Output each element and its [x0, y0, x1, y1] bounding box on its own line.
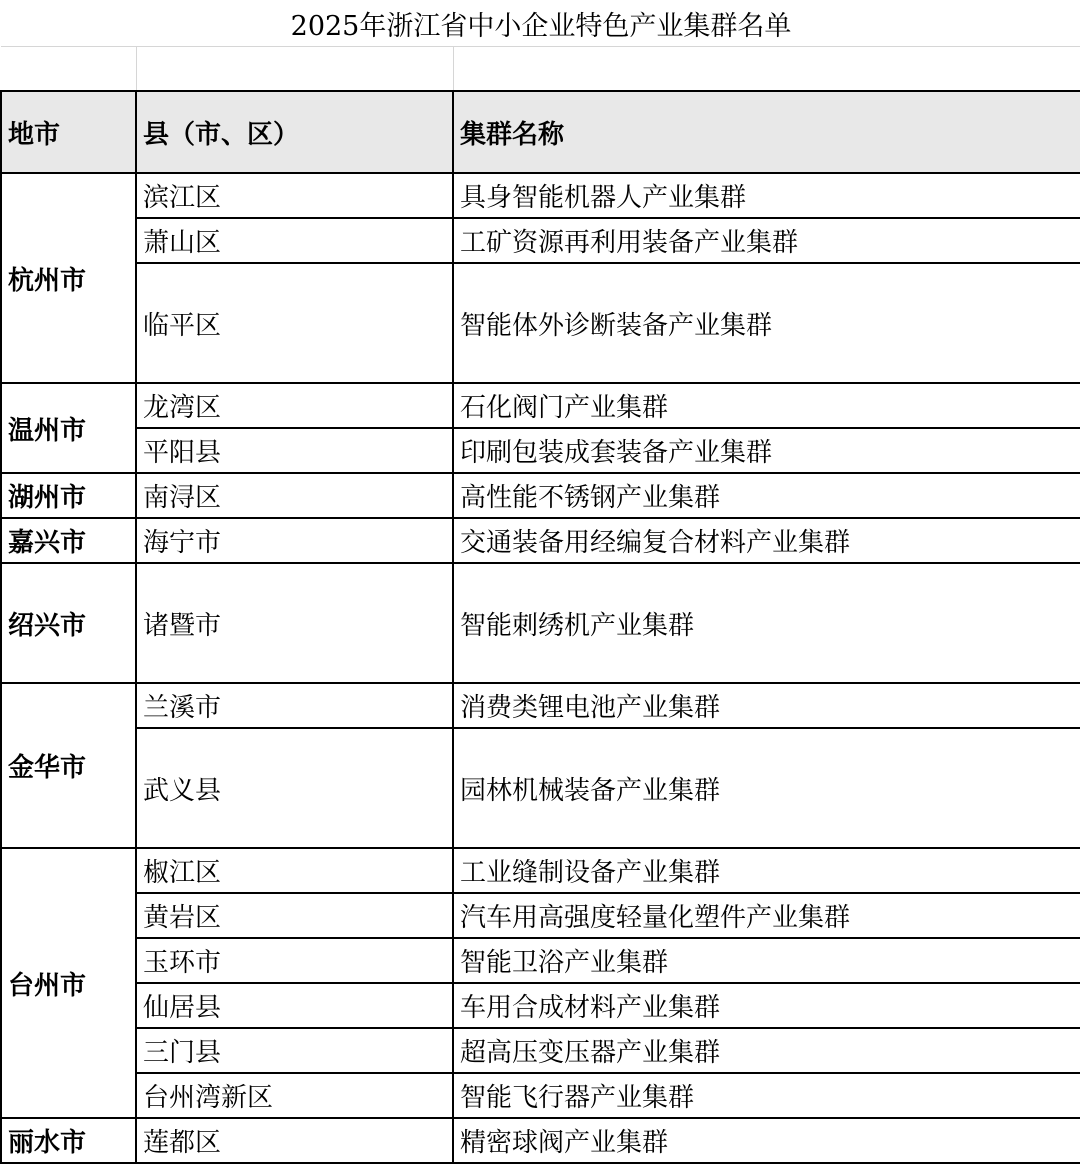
header-cluster[interactable]: 集群名称	[453, 91, 1080, 173]
header-city[interactable]: 地市	[1, 91, 136, 173]
table-row	[1, 563, 1080, 683]
cluster-cell[interactable]: 石化阀门产业集群	[453, 383, 1080, 428]
blank-cell[interactable]	[136, 47, 453, 92]
cluster-cell[interactable]: 具身智能机器人产业集群	[453, 173, 1080, 218]
county-cell[interactable]: 三门县	[136, 1028, 453, 1073]
county-cell[interactable]: 椒江区	[136, 848, 453, 893]
city-cell[interactable]: 嘉兴市	[1, 518, 136, 563]
city-cell[interactable]: 台州市	[1, 848, 136, 1118]
table-row	[1, 473, 1080, 518]
city-cell[interactable]: 温州市	[1, 383, 136, 473]
table-row	[1, 1028, 1080, 1073]
county-cell[interactable]: 武义县	[136, 728, 453, 848]
cluster-cell[interactable]: 车用合成材料产业集群	[453, 983, 1080, 1028]
table-row	[1, 263, 1080, 383]
county-cell[interactable]: 龙湾区	[136, 383, 453, 428]
city-cell[interactable]: 金华市	[1, 683, 136, 848]
cluster-cell[interactable]: 汽车用高强度轻量化塑件产业集群	[453, 893, 1080, 938]
blank-row	[1, 47, 1080, 92]
cluster-cell[interactable]: 智能飞行器产业集群	[453, 1073, 1080, 1118]
cluster-cell[interactable]: 智能刺绣机产业集群	[453, 563, 1080, 683]
county-cell[interactable]: 兰溪市	[136, 683, 453, 728]
cluster-cell[interactable]: 工业缝制设备产业集群	[453, 848, 1080, 893]
header-row	[1, 91, 1080, 173]
table-row	[1, 218, 1080, 263]
cluster-cell[interactable]: 交通装备用经编复合材料产业集群	[453, 518, 1080, 563]
county-cell[interactable]: 滨江区	[136, 173, 453, 218]
county-cell[interactable]: 南浔区	[136, 473, 453, 518]
county-cell[interactable]: 台州湾新区	[136, 1073, 453, 1118]
city-cell[interactable]: 杭州市	[1, 173, 136, 383]
table-row	[1, 383, 1080, 428]
title-row	[1, 0, 1080, 47]
county-cell[interactable]: 玉环市	[136, 938, 453, 983]
cluster-cell[interactable]: 高性能不锈钢产业集群	[453, 473, 1080, 518]
county-cell[interactable]: 海宁市	[136, 518, 453, 563]
blank-cell[interactable]	[453, 47, 1080, 92]
table-row	[1, 173, 1080, 218]
cluster-cell[interactable]: 智能体外诊断装备产业集群	[453, 263, 1080, 383]
county-cell[interactable]: 黄岩区	[136, 893, 453, 938]
cluster-cell[interactable]: 工矿资源再利用装备产业集群	[453, 218, 1080, 263]
table-row	[1, 518, 1080, 563]
cluster-cell[interactable]: 消费类锂电池产业集群	[453, 683, 1080, 728]
table-row	[1, 1118, 1080, 1163]
cluster-cell[interactable]: 精密球阀产业集群	[453, 1118, 1080, 1163]
cluster-cell[interactable]: 超高压变压器产业集群	[453, 1028, 1080, 1073]
table-row	[1, 983, 1080, 1028]
page-title: 2025年浙江省中小企业特色产业集群名单	[1, 0, 1080, 47]
table-row	[1, 848, 1080, 893]
table-row	[1, 683, 1080, 728]
table-row	[1, 938, 1080, 983]
header-county[interactable]: 县（市、区）	[136, 91, 453, 173]
blank-cell[interactable]	[1, 47, 136, 92]
county-cell[interactable]: 仙居县	[136, 983, 453, 1028]
cluster-cell[interactable]: 智能卫浴产业集群	[453, 938, 1080, 983]
cluster-cell[interactable]: 园林机械装备产业集群	[453, 728, 1080, 848]
table-row	[1, 728, 1080, 848]
city-cell[interactable]: 绍兴市	[1, 563, 136, 683]
city-cell[interactable]: 湖州市	[1, 473, 136, 518]
cluster-cell[interactable]: 印刷包装成套装备产业集群	[453, 428, 1080, 473]
county-cell[interactable]: 萧山区	[136, 218, 453, 263]
county-cell[interactable]: 莲都区	[136, 1118, 453, 1163]
county-cell[interactable]: 平阳县	[136, 428, 453, 473]
county-cell[interactable]: 临平区	[136, 263, 453, 383]
table-row	[1, 893, 1080, 938]
table-row	[1, 428, 1080, 473]
county-cell[interactable]: 诸暨市	[136, 563, 453, 683]
table-row	[1, 1073, 1080, 1118]
city-cell[interactable]: 丽水市	[1, 1118, 136, 1163]
